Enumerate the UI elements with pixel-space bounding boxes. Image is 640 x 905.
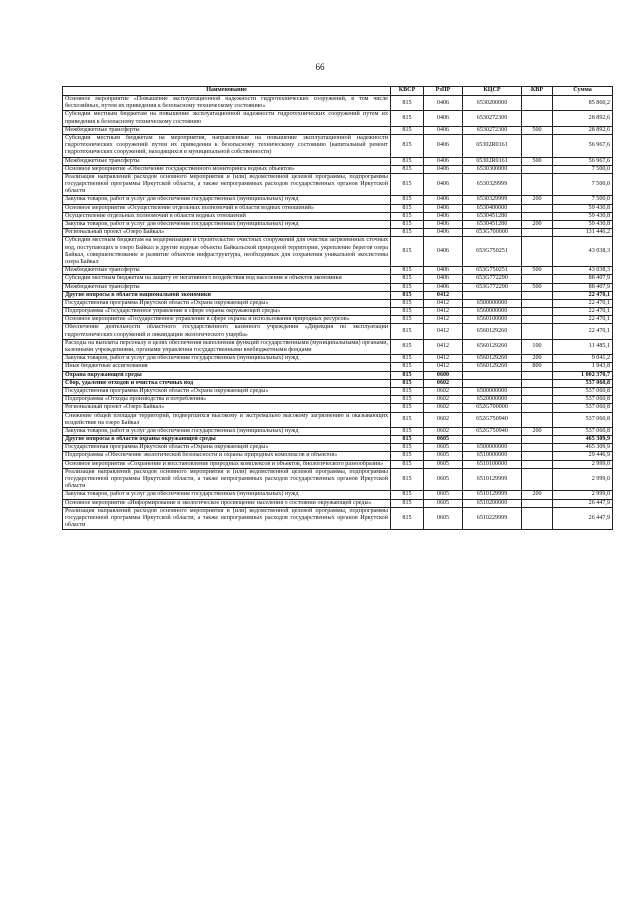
cell-kvr	[522, 387, 553, 395]
cell-kvsr: 815	[391, 412, 424, 427]
cell-kvr	[522, 324, 553, 339]
cell-sum: 59 430,8	[553, 221, 613, 229]
cell-kcsr: 6530400000	[463, 204, 522, 212]
cell-kvr	[522, 299, 553, 307]
cell-name: Основное мероприятие «Повышение эксплуатационной надежности гидротехнических сооружений, в том числе бесхозяйных, путем их приведения к безопасному техническому состоянию»	[63, 96, 391, 111]
cell-rzpr: 0406	[424, 111, 463, 126]
cell-kvr	[522, 436, 553, 444]
cell-sum: 56 967,6	[553, 134, 613, 157]
cell-name: Основное мероприятие «Государственное управление в сфере охраны и использования природных ресурсов»	[63, 316, 391, 324]
cell-kvsr: 815	[391, 499, 424, 507]
table-row	[63, 452, 613, 460]
cell-kvsr: 815	[391, 96, 424, 111]
cell-name: Субсидии местным бюджетам на модернизацию и строительство очистных сооружений для очистки загрязненных сточных вод, поступающих в озеро Байкал и другие водные объекты Байкальской природной территории, укрепление берегов озера Байкал, совершенствование и развитие объектов инфраструктуры, необходимых для сохранения уникальной экосистемы озера Байкал	[63, 237, 391, 267]
cell-sum: 26 447,9	[553, 507, 613, 530]
cell-sum: 88 407,9	[553, 283, 613, 291]
cell-name: Закупка товаров, работ и услуг для обеспечения государственных (муниципальных) нужд	[63, 427, 391, 435]
cell-kcsr: 6530329999	[463, 196, 522, 204]
cell-kvsr: 815	[391, 134, 424, 157]
cell-kvsr: 815	[391, 444, 424, 452]
cell-sum: 28 892,6	[553, 111, 613, 126]
cell-name: Закупка товаров, работ и услуг для обеспечения государственных (муниципальных) нужд	[63, 196, 391, 204]
cell-kvr	[522, 379, 553, 387]
cell-rzpr: 0406	[424, 275, 463, 283]
cell-rzpr: 0605	[424, 444, 463, 452]
cell-rzpr: 0602	[424, 427, 463, 435]
cell-rzpr: 0605	[424, 468, 463, 491]
table-row	[63, 229, 613, 237]
cell-rzpr: 0605	[424, 491, 463, 499]
cell-kvr	[522, 291, 553, 299]
cell-name: Основное мероприятие «Обеспечение государственного мониторинга водных объектов»	[63, 165, 391, 173]
cell-sum: 7 500,0	[553, 196, 613, 204]
cell-kcsr: 6510200000	[463, 499, 522, 507]
cell-kvr: 800	[522, 363, 553, 371]
cell-kvsr: 815	[391, 229, 424, 237]
cell-rzpr: 0605	[424, 499, 463, 507]
cell-kcsr	[463, 371, 522, 379]
cell-kcsr	[463, 379, 522, 387]
cell-kvsr: 815	[391, 299, 424, 307]
cell-name: Подпрограмма «Обеспечение экологической безопасности и охраны природных комплексов и объектов»	[63, 452, 391, 460]
cell-sum: 537 060,8	[553, 396, 613, 404]
cell-rzpr: 0406	[424, 283, 463, 291]
cell-kvr	[522, 396, 553, 404]
table-row	[63, 267, 613, 275]
cell-name: Основное мероприятие «Информирование и экологическое просвещение населения о состоянии окружающей среды»	[63, 499, 391, 507]
header-rzpr: РзПР	[424, 87, 463, 96]
table-row	[63, 371, 613, 379]
cell-name: Реализация направлений расходов основного мероприятия и (или) ведомственной целевой программы, подпрограммы государственной программы Иркутской области, а также непрограммных расходов государственных органов Иркутской области	[63, 468, 391, 491]
cell-sum: 43 038,3	[553, 237, 613, 267]
cell-sum: 85 860,2	[553, 96, 613, 111]
cell-name: Закупка товаров, работ и услуг для обеспечения государственных (муниципальных) нужд	[63, 491, 391, 499]
cell-rzpr: 0406	[424, 204, 463, 212]
cell-kcsr: 6530451280	[463, 221, 522, 229]
cell-kcsr: 653G700000	[463, 229, 522, 237]
cell-kcsr: 6560000000	[463, 308, 522, 316]
cell-rzpr: 0406	[424, 267, 463, 275]
cell-sum: 465 309,9	[553, 436, 613, 444]
cell-kvsr: 815	[391, 436, 424, 444]
table-row	[63, 436, 613, 444]
cell-rzpr: 0605	[424, 452, 463, 460]
cell-kcsr: 6510129999	[463, 491, 522, 499]
cell-name: Подпрограмма «Государственное управление в сфере охраны окружающей среды»	[63, 308, 391, 316]
cell-sum: 1 002 370,7	[553, 371, 613, 379]
cell-sum: 59 430,8	[553, 212, 613, 220]
cell-kvr	[522, 204, 553, 212]
table-row	[63, 412, 613, 427]
cell-rzpr: 0406	[424, 212, 463, 220]
cell-sum: 22 470,1	[553, 324, 613, 339]
table-row	[63, 363, 613, 371]
cell-sum: 537 060,8	[553, 387, 613, 395]
cell-kvr	[522, 404, 553, 412]
cell-rzpr: 0600	[424, 371, 463, 379]
table-row	[63, 165, 613, 173]
cell-sum: 537 060,8	[553, 379, 613, 387]
cell-sum: 2 999,0	[553, 460, 613, 468]
cell-rzpr: 0406	[424, 173, 463, 196]
cell-kvsr: 815	[391, 196, 424, 204]
cell-kvsr: 815	[391, 267, 424, 275]
table-row	[63, 499, 613, 507]
table-row	[63, 379, 613, 387]
cell-name: Иные бюджетные ассигнования	[63, 363, 391, 371]
cell-name: Обеспечение деятельности областного государственного казенного учреждения «Дирекция по эксплуатации гидротехнических сооружений и ликвидации экологического ущерба»	[63, 324, 391, 339]
cell-kcsr: 6530272300	[463, 126, 522, 134]
cell-kvr	[522, 507, 553, 530]
cell-kvsr: 815	[391, 165, 424, 173]
cell-name: Субсидии местным бюджетам на повышение эксплуатационной надежности гидротехнических сооружений путем их приведения к безопасному техническому состоянию	[63, 111, 391, 126]
cell-kvsr: 815	[391, 404, 424, 412]
cell-rzpr: 0602	[424, 379, 463, 387]
cell-kvr: 200	[522, 355, 553, 363]
cell-kvr	[522, 165, 553, 173]
cell-kcsr: 652G750940	[463, 427, 522, 435]
cell-rzpr: 0602	[424, 396, 463, 404]
cell-rzpr: 0602	[424, 412, 463, 427]
cell-rzpr: 0605	[424, 507, 463, 530]
cell-kvr: 200	[522, 196, 553, 204]
cell-rzpr: 0412	[424, 339, 463, 354]
cell-kvr	[522, 468, 553, 491]
cell-sum: 7 500,0	[553, 173, 613, 196]
cell-kvsr: 815	[391, 324, 424, 339]
table-header	[63, 87, 613, 96]
cell-rzpr: 0406	[424, 126, 463, 134]
cell-kcsr: 652G700000	[463, 404, 522, 412]
cell-name: Субсидии местным бюджетам на мероприятия, направленные на повышение эксплуатационной надежности гидротехнических сооружений путем их приведения к безопасному техническому состоянию (капитальный ремонт гидротехнических сооружений, находящихся в муниципальной собственности)	[63, 134, 391, 157]
cell-kvsr: 815	[391, 111, 424, 126]
cell-kvr: 500	[522, 126, 553, 134]
table-row	[63, 111, 613, 126]
cell-kvr	[522, 96, 553, 111]
table-row	[63, 237, 613, 267]
table-row	[63, 339, 613, 354]
cell-sum: 1 943,8	[553, 363, 613, 371]
cell-rzpr: 0406	[424, 237, 463, 267]
cell-kcsr: 6510100000	[463, 460, 522, 468]
cell-rzpr: 0605	[424, 436, 463, 444]
cell-name: Закупка товаров, работ и услуг для обеспечения государственных (муниципальных) нужд	[63, 355, 391, 363]
cell-kvr	[522, 308, 553, 316]
cell-kvr	[522, 229, 553, 237]
cell-kcsr: 653G750251	[463, 267, 522, 275]
cell-kvsr: 815	[391, 379, 424, 387]
cell-name: Межбюджетные трансферты	[63, 157, 391, 165]
cell-kvsr: 815	[391, 173, 424, 196]
cell-sum: 43 038,3	[553, 267, 613, 275]
cell-rzpr: 0602	[424, 404, 463, 412]
table-row	[63, 355, 613, 363]
cell-kvsr: 815	[391, 363, 424, 371]
table-row	[63, 460, 613, 468]
cell-kvsr: 815	[391, 283, 424, 291]
cell-kvsr: 815	[391, 396, 424, 404]
cell-kvr: 200	[522, 491, 553, 499]
cell-kvsr: 815	[391, 491, 424, 499]
cell-kcsr	[463, 291, 522, 299]
cell-kvr	[522, 460, 553, 468]
cell-kvsr: 815	[391, 452, 424, 460]
cell-kvr: 100	[522, 339, 553, 354]
cell-kcsr: 6530272300	[463, 111, 522, 126]
cell-kvr	[522, 111, 553, 126]
cell-sum: 22 470,1	[553, 308, 613, 316]
cell-kcsr	[463, 436, 522, 444]
table-row	[63, 491, 613, 499]
cell-kcsr: 65302R0161	[463, 134, 522, 157]
cell-name: Реализация направлений расходов основного мероприятия и (или) ведомственной целевой программы, подпрограммы государственной программы Иркутской области, а также непрограммных расходов государственных органов Иркутской области	[63, 507, 391, 530]
cell-sum: 7 500,0	[553, 165, 613, 173]
table-row	[63, 291, 613, 299]
cell-kcsr: 6510229999	[463, 507, 522, 530]
cell-rzpr: 0412	[424, 308, 463, 316]
table-row	[63, 173, 613, 196]
table-row	[63, 275, 613, 283]
cell-kvsr: 815	[391, 460, 424, 468]
cell-name: Осуществление отдельных полномочий в области водных отношений	[63, 212, 391, 220]
cell-name: Основное мероприятие «Осуществление отдельных полномочий в области водных отношений»	[63, 204, 391, 212]
cell-kvsr: 815	[391, 316, 424, 324]
cell-sum: 22 470,1	[553, 291, 613, 299]
cell-kvsr: 815	[391, 212, 424, 220]
cell-kcsr: 6560100000	[463, 316, 522, 324]
cell-kcsr: 6530329999	[463, 173, 522, 196]
table-row	[63, 157, 613, 165]
cell-kvr: 500	[522, 157, 553, 165]
cell-kvr	[522, 173, 553, 196]
cell-name: Межбюджетные трансферты	[63, 267, 391, 275]
cell-kvr	[522, 371, 553, 379]
cell-kvsr: 815	[391, 157, 424, 165]
cell-rzpr: 0406	[424, 221, 463, 229]
cell-name: Основное мероприятие «Сохранение и восстановление природных комплексов и объектов, биологического разнообразия»	[63, 460, 391, 468]
cell-kvsr: 815	[391, 308, 424, 316]
cell-rzpr: 0406	[424, 157, 463, 165]
header-sum: Сумма	[553, 87, 613, 96]
cell-sum: 11 485,1	[553, 339, 613, 354]
cell-name: Межбюджетные трансферты	[63, 283, 391, 291]
cell-rzpr: 0412	[424, 316, 463, 324]
cell-rzpr: 0602	[424, 387, 463, 395]
cell-kvsr: 815	[391, 427, 424, 435]
cell-rzpr: 0406	[424, 229, 463, 237]
cell-kcsr: 6530200000	[463, 96, 522, 111]
cell-name: Подпрограмма «Отходы производства и потребления»	[63, 396, 391, 404]
cell-sum: 28 892,6	[553, 126, 613, 134]
cell-kcsr: 653G772290	[463, 283, 522, 291]
cell-kcsr: 65302R0161	[463, 157, 522, 165]
cell-kvsr: 815	[391, 291, 424, 299]
page-number: 66	[315, 62, 325, 72]
cell-kcsr: 6510000000	[463, 452, 522, 460]
cell-kvr	[522, 212, 553, 220]
cell-sum: 26 447,9	[553, 499, 613, 507]
table-row	[63, 212, 613, 220]
cell-kcsr: 6560129260	[463, 355, 522, 363]
cell-sum: 59 430,8	[553, 204, 613, 212]
header-kcsr: КЦСР	[463, 87, 522, 96]
cell-kvr: 500	[522, 283, 553, 291]
header-name: Наименование	[63, 87, 391, 96]
cell-kvr	[522, 237, 553, 267]
cell-kcsr: 6530451280	[463, 212, 522, 220]
cell-name: Реализация направлений расходов основного мероприятия и (или) ведомственной целевой программы, подпрограммы государственной программы Иркутской области, а также непрограммных расходов государственных органов Иркутской области	[63, 173, 391, 196]
header-row	[63, 87, 613, 96]
cell-kvr	[522, 412, 553, 427]
table-row	[63, 196, 613, 204]
cell-kcsr: 6560129260	[463, 324, 522, 339]
cell-kcsr: 6530300000	[463, 165, 522, 173]
cell-name: Государственная программа Иркутской области «Охрана окружающей среды»	[63, 299, 391, 307]
cell-name: Снижение общей площади территорий, подвергшихся высокому и экстремально высокому загрязнению и оказывающих воздействие на озеро Байкал	[63, 412, 391, 427]
cell-kcsr: 6560129260	[463, 339, 522, 354]
cell-name: Региональный проект «Озеро Байкал»	[63, 229, 391, 237]
cell-sum: 2 999,0	[553, 491, 613, 499]
cell-sum: 88 407,9	[553, 275, 613, 283]
cell-kcsr: 6510129999	[463, 468, 522, 491]
cell-sum: 29 446,9	[553, 452, 613, 460]
cell-name: Закупка товаров, работ и услуг для обеспечения государственных (муниципальных) нужд	[63, 221, 391, 229]
cell-sum: 22 470,1	[553, 316, 613, 324]
cell-rzpr: 0406	[424, 134, 463, 157]
cell-kvr	[522, 452, 553, 460]
cell-kcsr: 6500000000	[463, 299, 522, 307]
cell-kvsr: 815	[391, 204, 424, 212]
cell-name: Охрана окружающей среды	[63, 371, 391, 379]
table-row	[63, 126, 613, 134]
cell-rzpr: 0412	[424, 299, 463, 307]
cell-rzpr: 0412	[424, 324, 463, 339]
cell-name: Другие вопросы в области национальной экономики	[63, 291, 391, 299]
cell-kvr: 200	[522, 221, 553, 229]
cell-name: Межбюджетные трансферты	[63, 126, 391, 134]
table-row	[63, 396, 613, 404]
cell-kvsr: 815	[391, 126, 424, 134]
table-row	[63, 308, 613, 316]
cell-kvr	[522, 275, 553, 283]
cell-sum: 22 470,1	[553, 299, 613, 307]
cell-name: Расходы на выплаты персоналу в целях обеспечения выполнения функций государственными (муниципальными) органами, казенными учреждениями, органами управления государственными внебюджетными фондами	[63, 339, 391, 354]
cell-kvsr: 815	[391, 387, 424, 395]
table-row	[63, 96, 613, 111]
cell-rzpr: 0605	[424, 460, 463, 468]
table-row	[63, 299, 613, 307]
cell-kcsr: 653G772290	[463, 275, 522, 283]
cell-kvsr: 815	[391, 507, 424, 530]
cell-rzpr: 0406	[424, 196, 463, 204]
table-row	[63, 316, 613, 324]
cell-sum: 2 999,0	[553, 468, 613, 491]
cell-kvsr: 815	[391, 339, 424, 354]
table-row	[63, 134, 613, 157]
cell-sum: 537 060,8	[553, 427, 613, 435]
cell-kvr	[522, 316, 553, 324]
table-row	[63, 324, 613, 339]
cell-sum: 131 446,2	[553, 229, 613, 237]
cell-kvsr: 815	[391, 221, 424, 229]
cell-name: Государственная программа Иркутской области «Охрана окружающей среды»	[63, 444, 391, 452]
table-row	[63, 468, 613, 491]
cell-name: Другие вопросы в области охраны окружающей среды	[63, 436, 391, 444]
cell-rzpr: 0412	[424, 291, 463, 299]
cell-kvsr: 815	[391, 371, 424, 379]
cell-sum: 9 041,2	[553, 355, 613, 363]
cell-kvr	[522, 134, 553, 157]
cell-kcsr: 6500000000	[463, 387, 522, 395]
cell-kcsr: 652G750940	[463, 412, 522, 427]
header-kvr: КВР	[522, 87, 553, 96]
cell-name: Государственная программа Иркутской области «Охрана окружающей среды»	[63, 387, 391, 395]
cell-sum: 537 060,8	[553, 404, 613, 412]
table-body	[63, 96, 613, 530]
cell-name: Сбор, удаление отходов и очистка сточных вод	[63, 379, 391, 387]
budget-table	[62, 86, 613, 530]
cell-rzpr: 0412	[424, 355, 463, 363]
cell-kvsr: 815	[391, 275, 424, 283]
cell-sum: 56 967,6	[553, 157, 613, 165]
cell-kcsr: 653G750251	[463, 237, 522, 267]
cell-kcsr: 6500000000	[463, 444, 522, 452]
header-kvsr: КВСР	[391, 87, 424, 96]
table-row	[63, 387, 613, 395]
table-row	[63, 204, 613, 212]
cell-kvr: 500	[522, 267, 553, 275]
cell-rzpr: 0412	[424, 363, 463, 371]
cell-kvsr: 815	[391, 237, 424, 267]
cell-kcsr: 6560129260	[463, 363, 522, 371]
table-row	[63, 404, 613, 412]
cell-kvr	[522, 499, 553, 507]
cell-name: Региональный проект «Озеро Байкал»	[63, 404, 391, 412]
cell-kcsr: 6520000000	[463, 396, 522, 404]
table-row	[63, 507, 613, 530]
table-row	[63, 221, 613, 229]
table-row	[63, 427, 613, 435]
cell-kvsr: 815	[391, 468, 424, 491]
cell-sum: 537 060,8	[553, 412, 613, 427]
table-row	[63, 283, 613, 291]
cell-name: Субсидии местным бюджетам на защиту от негативного воздействия вод населения и объектов экономики	[63, 275, 391, 283]
cell-kvr: 200	[522, 427, 553, 435]
cell-sum: 465 309,9	[553, 444, 613, 452]
cell-kvr	[522, 444, 553, 452]
cell-rzpr: 0406	[424, 165, 463, 173]
cell-kvsr: 815	[391, 355, 424, 363]
table-row	[63, 444, 613, 452]
cell-rzpr: 0406	[424, 96, 463, 111]
